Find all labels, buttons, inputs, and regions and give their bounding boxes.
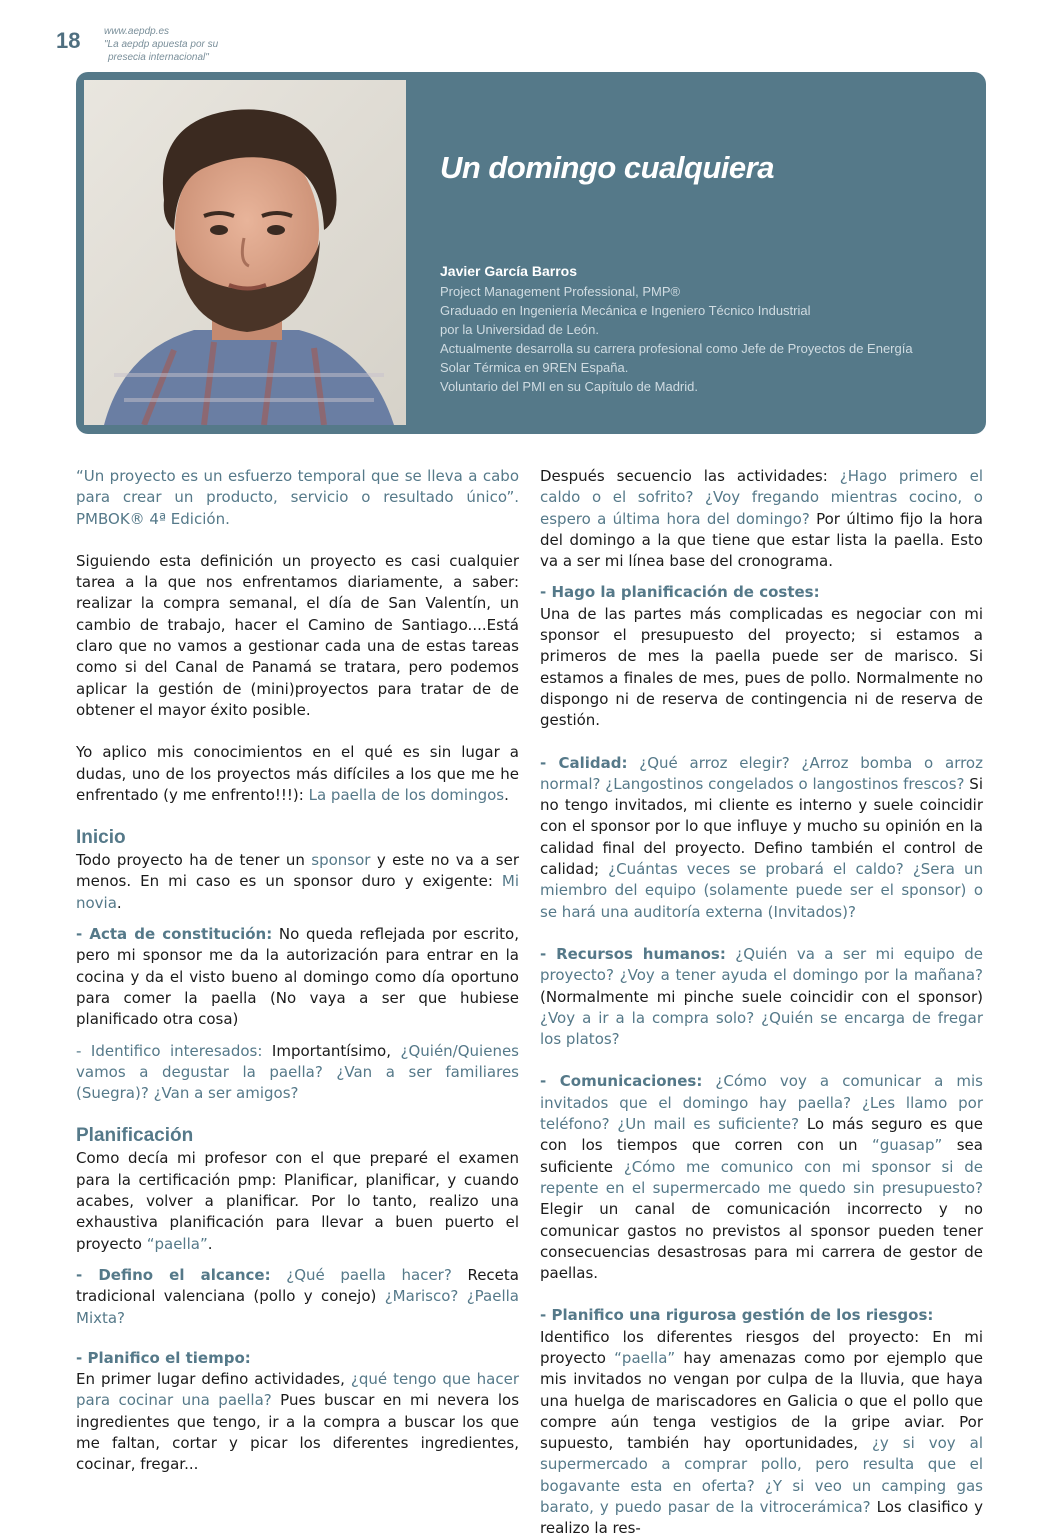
highlight-text: ¿Marisco? ¿Paella Mixta?: [76, 1287, 519, 1327]
text-run: Después secuencio las actividades:: [540, 467, 840, 485]
text-run: Todo proyecto ha de tener un: [76, 851, 312, 870]
author-photo: [84, 80, 406, 425]
paragraph: [76, 1265, 519, 1329]
highlight-text: ¿Cuántas veces se probará el caldo? ¿Sera un miembro del equipo (solamente puede ser el sponsor) o se hará una auditoría externa (Invitados)?: [540, 860, 983, 921]
subsection-label: - Comunicaciones:: [540, 1072, 703, 1091]
paragraph: [540, 1327, 983, 1540]
text-run: Los clasifico y realizo la res-: [540, 1498, 983, 1538]
text-run: Lo más seguro es que con los tiempos que corren con un: [540, 1115, 983, 1155]
highlight-text: La paella de los domingos: [308, 785, 505, 804]
highlight-text: ¿Qué paella hacer?: [270, 1265, 452, 1284]
text-run: Si no tengo invitados, mi cliente es interno y suele coincidir con el sponsor por lo que influye y mucho su opinión en la calidad final del proyecto. Defino también el control de calidad;: [540, 774, 983, 879]
paragraph: [76, 1369, 519, 1475]
highlight-text: ¿Cómo voy a comunicar a mis invitados que el domingo hay paella? ¿Les llamo por teléfono? ¿Un mail es suficiente?: [540, 1072, 983, 1134]
author-bio-line: Solar Térmica en 9REN España.: [440, 360, 629, 375]
section-heading-planificacion: Planificación: [76, 1125, 194, 1147]
author-bio-line: Graduado en Ingeniería Mecánica e Ingeniero Técnico Industrial: [440, 303, 811, 318]
text-run: Receta tradicional valenciana (pollo y conejo): [76, 1265, 519, 1306]
subsection-label: - Planifico el tiempo:: [76, 1348, 251, 1367]
highlight-text: ¿Voy a ir a la compra solo? ¿Quién se encarga de fregar los platos?: [540, 1008, 983, 1049]
paragraph: [540, 753, 983, 923]
subsection-label: - Hago la planificación de costes:: [540, 583, 820, 602]
text-run: .: [207, 1234, 213, 1253]
author-bio-line: Voluntario del PMI en su Capítulo de Madrid.: [440, 379, 698, 394]
right-column: [540, 466, 983, 1540]
text-run: (Normalmente mi pinche suele coincidir con el sponsor): [540, 987, 983, 1006]
highlight-text: “paella”: [146, 1234, 208, 1253]
author-block: [440, 262, 960, 396]
text-run: Identifico los diferentes riesgos del proyecto: En mi proyecto: [540, 1327, 983, 1367]
text-run: Yo aplico mis conocimientos en el qué es sin lugar a dudas, uno de los proyectos más difíciles a los que me he enfrentado (y me enfrento!!!):: [76, 743, 519, 804]
highlight-text: “paella”: [614, 1348, 676, 1367]
pmbok-quote: “Un proyecto es un esfuerzo temporal que se lleva a cabo para crear un producto, servicio o resultado único”. PMBOK® 4ª Edición.: [76, 467, 519, 528]
header-meta: [104, 25, 218, 64]
text-run: .: [116, 893, 122, 912]
text-run: Elegir un canal de comunicación incorrecto y no comunicar gastos no previstos al sponsor pueden tener consecuencias desastrosas para mi carrera de gestor de paellas.: [540, 1200, 983, 1283]
site-url: www.aepdp.es: [104, 26, 170, 37]
highlight-text: ¿Hago primero el caldo o el sofrito? ¿Voy fregando mientras cocino, o espero a última hora del domingo?: [540, 467, 983, 528]
highlight-text: Mi novia: [76, 872, 519, 912]
highlight-text: ¿Quién/Quienes vamos a degustar la paella? ¿Van a ser familiares (Suegra)? ¿Van a ser amigos?: [76, 1041, 519, 1103]
paragraph: [76, 1041, 519, 1105]
text-run: .: [504, 785, 509, 804]
author-bio-line: por la Universidad de León.: [440, 322, 599, 337]
paragraph: [540, 944, 983, 1050]
paragraph: Una de las partes más complicadas es negociar con mi sponsor el presupuesto del proyecto; si estamos a primeros de mes la paella puede ser de marisco. Si estamos a finales de mes, pues de pollo. Normalmente no dispongo ni de reserva de contingencia ni de reserva de gestión.: [540, 604, 983, 730]
author-name: Javier García Barros: [440, 263, 577, 279]
text-run: En primer lugar defino actividades,: [76, 1370, 351, 1389]
subsection-label: - Recursos humanos:: [540, 944, 726, 963]
tagline-line-2: presecia internacional": [108, 52, 209, 63]
text-run: No queda reflejada por escrito, pero mi sponsor me da la autorización para entrar en la cocina y da el visto bueno al domingo como día oportuno para comer la paella (No vaya a ser que hubiese planificado otra cosa): [76, 925, 519, 1029]
paragraph: [76, 1148, 519, 1254]
paragraph: [540, 466, 983, 572]
section-heading-inicio: Inicio: [76, 827, 126, 849]
highlight-text: sponsor: [311, 851, 371, 870]
subsection-label: - Planifico una rigurosa gestión de los riesgos:: [540, 1306, 934, 1325]
highlight-text: “guasap”: [871, 1136, 943, 1155]
text-run: Importantísimo,: [262, 1041, 401, 1060]
highlight-text: ¿qué tengo que hacer para cocinar una paella?: [76, 1370, 519, 1410]
left-column: [76, 466, 519, 1476]
highlight-text: ¿Qué arroz elegir? ¿Arroz bomba o arroz normal? ¿Langostinos congelados o langostinos frescos?: [540, 753, 983, 793]
text-run: sea suficiente: [540, 1136, 983, 1176]
highlight-text: ¿y si voy al supermercado a comprar pollo, pero resulta que el bogavante esta en oferta? ¿Y si veo un camping gas barato, y puedo pasar de la vitrocerámica?: [540, 1434, 983, 1517]
text-run: Por último fijo la hora del domingo a la que tiene que estar lista la paella. Esto va a ser mi línea base del cronograma.: [540, 509, 983, 571]
tagline-line-1: "La aepdp apuesta por su: [104, 39, 219, 50]
paragraph: [540, 1071, 983, 1284]
author-bio-line: Project Management Professional, PMP®: [440, 284, 681, 299]
paragraph: [76, 924, 519, 1030]
subsection-label: - Identifico interesados:: [76, 1041, 263, 1060]
article-title: Un domingo cualquiera: [440, 150, 774, 185]
subsection-label: - Calidad:: [540, 753, 628, 772]
subsection-label: - Acta de constitución:: [76, 925, 273, 944]
page-number: 18: [56, 28, 81, 53]
author-portrait-image: [84, 80, 406, 425]
highlight-text: ¿Quién va a ser mi equipo de proyecto? ¿Voy a tener ayuda el domingo por la mañana?: [540, 944, 983, 985]
text-run: Pues buscar en mi nevera los ingredientes que tengo, ir a la compra a buscar los que me faltan, cortar y picar los diferentes ingredientes, cocinar, fregar...: [76, 1391, 520, 1474]
text-run: Como decía mi profesor con el que preparé el examen para la certificación pmp: Planificar, planificar, y cuando acabes, volver a planificar. Por lo tanto, realizo una exhaustiva planificación para llevar a buen puerto el proyecto: [76, 1149, 519, 1253]
paragraph: Siguiendo esta definición un proyecto es casi cualquier tarea a la que nos enfrentamos diariamente, a saber: realizar la compra semanal, el día de San Valentín, un cambio de trabajo, hacer el Camino de Santiago....Está claro que no vamos a gestionar cada una de estas tareas como si del Canal de Panamá se tratara, pero podemos aplicar la gestión de (mini)proyectos para tratar de de obtener el mayor éxito posible.: [76, 551, 519, 719]
paragraph: [76, 742, 519, 806]
author-bio-line: Actualmente desarrolla su carrera profesional como Jefe de Proyectos de Energía: [440, 341, 913, 356]
subsection-label: - Defino el alcance:: [76, 1265, 271, 1284]
paragraph: [76, 850, 519, 914]
text-run: y este no va a ser menos. En mi caso es un sponsor duro y exigente:: [76, 851, 519, 891]
text-run: hay amenazas como por ejemplo que mis invitados no vengan por culpa de la lluvia, que haya una huelga de mariscadores en Galicia o que el pollo que compre aún tenga vestigios de la gripe aviar. Por supuesto, también hay oportunidades,: [540, 1348, 984, 1453]
highlight-text: ¿Cómo me comunico con mi sponsor si de repente en el supermercado me quedo sin presupuesto?: [540, 1157, 983, 1197]
